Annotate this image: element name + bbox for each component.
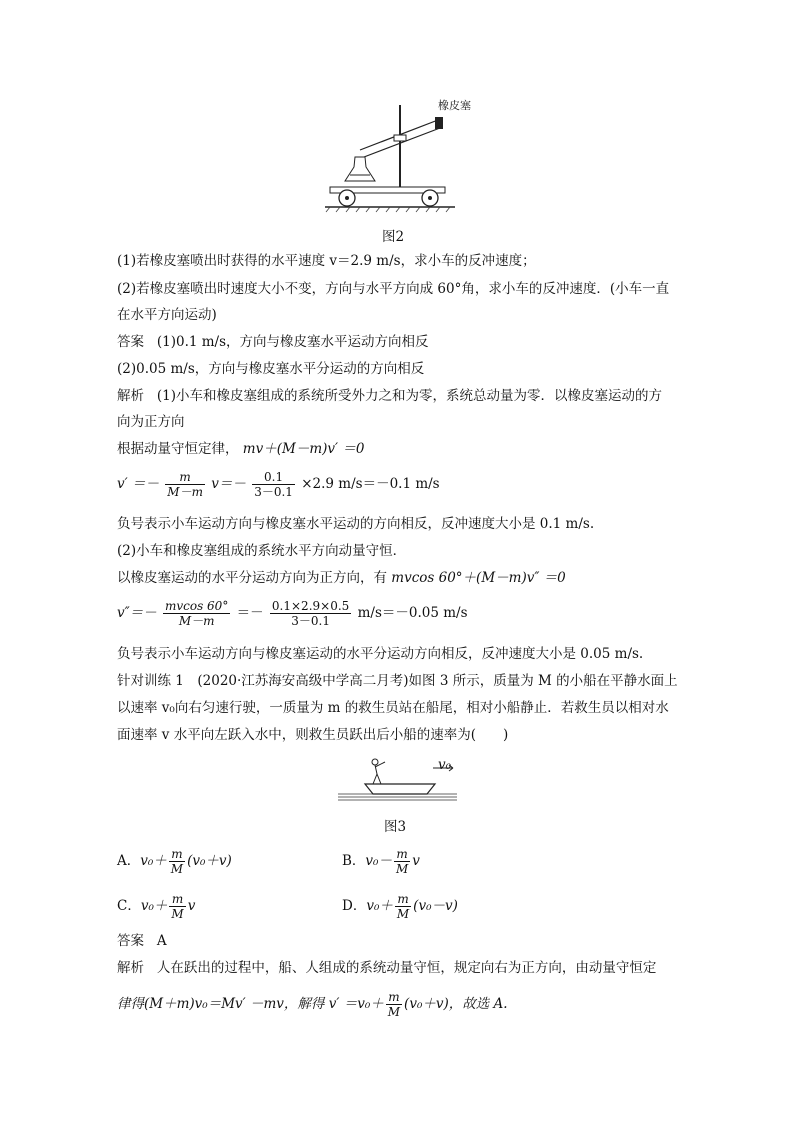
eq3-right: m/s＝－0.05 m/s (357, 605, 468, 621)
option-D: D．v₀＋ $\frac{m}{M}$ (v₀－v) (342, 892, 458, 921)
training-problem-line-3: 面速率 v 水平向左跃入水中，则救生员跃出后小船的速率为( ) (117, 727, 509, 743)
answer-part-2: (2)0.05 m/s，方向与橡皮塞水平分运动的方向相反 (117, 361, 425, 377)
eq2-left: v′ ＝－ (117, 476, 159, 492)
equation-3 (117, 599, 468, 628)
figure-3-velocity-label: v₀ (438, 757, 452, 773)
answer-label: 答案 (117, 334, 144, 350)
figure-2-rubber-stopper-label: 橡皮塞 (438, 99, 471, 112)
figure-2-caption: 图2 (382, 229, 405, 245)
eq3-left: v″＝－ (117, 605, 157, 621)
answer-2 (117, 932, 167, 950)
solution-part-2-line-2 (117, 569, 566, 587)
answer-2-value: A (156, 933, 167, 949)
sol2b-equation: mvcos 60°＋(M－m)v″ ＝0 (391, 570, 566, 586)
training-problem-line-1: 针对训练 1 (2020·江苏海安高级中学高二月考)如图 3 所示，质量为 M 的小船在平静水面上 (117, 673, 678, 689)
answer-part-1: (1)0.1 m/s，方向与橡皮塞水平运动方向相反 (156, 334, 429, 350)
sol2b-text: 以橡皮塞运动的水平分运动方向为正方向，有 (117, 570, 392, 586)
fraction-numeric: $\frac{0.1\times 2.9\times 0.5}{3-0.1}$ (271, 599, 350, 628)
solution-label: 解析 (117, 388, 144, 404)
negative-sign-explanation-1: 负号表示小车运动方向与橡皮塞水平运动的方向相反，反冲速度大小是 0.1 m/s. (117, 516, 595, 532)
equation-2 (117, 470, 440, 499)
momentum-equation-line (117, 440, 364, 458)
option-C: C．v₀＋ $\frac{m}{M}$ v (117, 892, 196, 921)
answer-2-label: 答案 (117, 933, 144, 949)
question-2-line-1: (2)若橡皮塞喷出时速度大小不变，方向与水平方向成 60°角，求小车的反冲速度．(小车一直 (117, 281, 670, 297)
fraction-m-over-M-m: $\frac{m}{M-m}$ (167, 470, 203, 499)
solution-3-line-2: 律得(M＋m)v₀＝Mv′ －mv，解得 v′ ＝v₀＋ $\frac{m}{M}$ (v₀＋v)，故选 A. (117, 990, 508, 1019)
fraction-0.1-over-2.9: $\frac{0.1}{3-0.1}$ (254, 470, 293, 499)
figure-2 (320, 95, 460, 215)
fraction-mvcos-over-M-m: $\frac{mvcos 60^\circ}{M-m}$ (164, 599, 229, 628)
eq2-mid: v＝－ (211, 476, 246, 492)
answer-line-1 (117, 333, 429, 351)
option-B: B．v₀－ $\frac{m}{M}$ v (342, 847, 420, 876)
negative-sign-explanation-2: 负号表示小车运动方向与橡皮塞运动的水平分运动方向相反，反冲速度大小是 0.05 m/s. (117, 646, 644, 662)
solution-3-text: 人在跃出的过程中，船、人组成的系统动量守恒，规定向右为正方向，由动量守恒定 (156, 960, 657, 976)
solution-3-line-1 (117, 959, 656, 977)
eq3-mid: ＝－ (236, 605, 264, 621)
question-2-line-2: 在水平方向运动) (117, 307, 217, 323)
solution-line-2: 向为正方向 (117, 414, 185, 430)
solution-3-label: 解析 (117, 960, 144, 976)
question-1: (1)若橡皮塞喷出时获得的水平速度 v＝2.9 m/s，求小车的反冲速度； (117, 253, 536, 269)
momentum-equation: mv＋(M－m)v′ ＝0 (242, 441, 365, 457)
training-problem-line-2: 以速率 v₀向右匀速行驶，一质量为 m 的救生员站在船尾，相对小船静止．若救生员以相对水 (117, 700, 669, 716)
solution-part-2-line-1: (2)小车和橡皮塞组成的系统水平方向动量守恒． (117, 543, 407, 559)
momentum-law-text: 根据动量守恒定律， (117, 441, 239, 457)
figure-3-caption: 图3 (384, 819, 407, 835)
option-A: A．v₀＋ $\frac{m}{M}$ (v₀＋v) (117, 847, 232, 876)
eq2-right: ×2.9 m/s＝－0.1 m/s (301, 476, 440, 492)
solution-part-1: (1)小车和橡皮塞组成的系统所受外力之和为零，系统总动量为零．以橡皮塞运动的方 (156, 388, 662, 404)
solution-line-1 (117, 387, 662, 405)
